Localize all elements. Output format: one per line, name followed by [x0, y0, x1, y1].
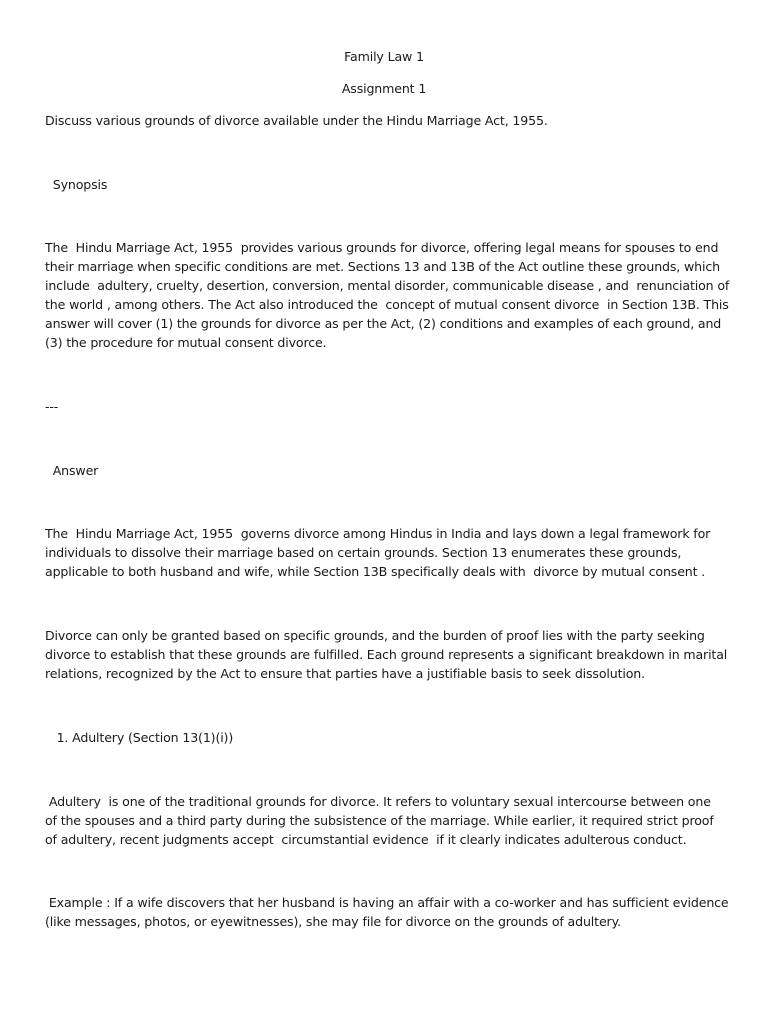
text-line: The Hindu Marriage Act, 1955 governs divorce among Hindus in India and lays down a legal framework for	[45, 526, 711, 541]
text-line: answer will cover (1) the grounds for divorce as per the Act, (2) conditions and examples of each ground, and	[45, 316, 722, 331]
text-line: The Hindu Marriage Act, 1955 provides various grounds for divorce, offering legal means for spouses to end	[45, 240, 719, 255]
synopsis-paragraph	[45, 238, 730, 352]
section-separator: ---	[45, 399, 59, 414]
text-line: of the spouses and a third party during the subsistence of the marriage. While earlier, it required strict proof	[45, 813, 714, 828]
document-title: Family Law 1	[344, 49, 424, 64]
answer-paragraph-2	[45, 626, 728, 683]
text-line: Divorce can only be granted based on specific grounds, and the burden of proof lies with the party seeking	[45, 628, 705, 643]
text-line: Example : If a wife discovers that her husband is having an affair with a co-worker and has sufficient evidence	[45, 895, 729, 910]
text-line: the world , among others. The Act also introduced the concept of mutual consent divorce in Section 13B. This	[45, 297, 729, 312]
text-line: (3) the procedure for mutual consent divorce.	[45, 335, 327, 350]
adultery-paragraph	[45, 792, 725, 849]
text-line: their marriage when specific conditions are met. Sections 13 and 13B of the Act outline these grounds, which	[45, 259, 720, 274]
text-line: individuals to dissolve their marriage based on certain grounds. Section 13 enumerates these grounds,	[45, 545, 682, 560]
answer-heading: Answer	[45, 463, 99, 478]
text-line: Adultery is one of the traditional grounds for divorce. It refers to voluntary sexual intercourse between one	[45, 794, 711, 809]
text-line: of adultery, recent judgments accept circumstantial evidence if it clearly indicates adulterous conduct.	[45, 832, 687, 847]
text-line: include adultery, cruelty, desertion, conversion, mental disorder, communicable disease , and renunciation of	[45, 278, 730, 293]
answer-paragraph-1	[45, 524, 725, 581]
section-heading-adultery: 1. Adultery (Section 13(1)(i))	[45, 730, 234, 745]
text-line: relations, recognized by the Act to ensure that parties have a justifiable basis to seek dissolution.	[45, 666, 645, 681]
text-line: (like messages, photos, or eyewitnesses), she may file for divorce on the grounds of adultery.	[45, 914, 621, 929]
synopsis-heading: Synopsis	[45, 177, 108, 192]
example-paragraph	[45, 893, 729, 931]
document-subtitle: Assignment 1	[341, 81, 427, 96]
text-line: applicable to both husband and wife, while Section 13B specifically deals with divorce by mutual consent .	[45, 564, 706, 579]
assignment-question: Discuss various grounds of divorce available under the Hindu Marriage Act, 1955.	[45, 113, 548, 128]
text-line: divorce to establish that these grounds are fulfilled. Each ground represents a significant breakdown in marital	[45, 647, 728, 662]
